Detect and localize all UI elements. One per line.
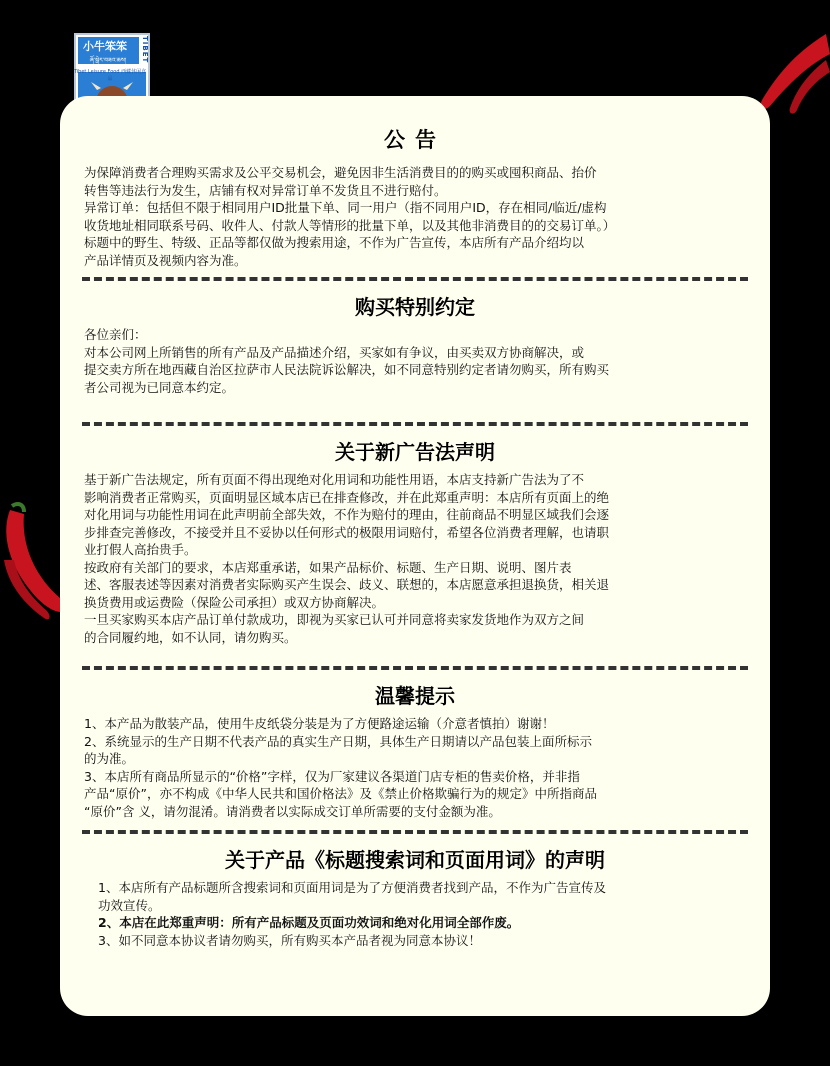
paragraph: 步排查完善修改，不接受并且不妥协以任何形式的极限用词赔付，希望各位消费者理解，也请职 — [84, 524, 610, 540]
paragraph: 2、系统显示的生产日期不代表产品的真实生产日期，具体生产日期请以产品包装上面所标示 — [84, 733, 592, 749]
paragraph: 影响消费者正常购买，页面明显区域本店已在排查修改，并在此郑重声明：本店所有页面上的绝 — [84, 489, 610, 505]
logo-tibetan-text: ཞོ་སྒེར་བཟའ་ཆས། — [89, 57, 127, 64]
section-title-friendly-tips: 温馨提示 — [375, 684, 455, 708]
paragraph: 对本公司网上所销售的所有产品及产品描述介绍，买家如有争议，由买卖双方协商解决，或 — [84, 344, 585, 360]
paragraph: 按政府有关部门的要求，本店郑重承诺，如果产品标价、标题、生产日期、说明、图片表 — [84, 559, 572, 575]
section-title-advertising-law: 关于新广告法声明 — [335, 440, 495, 464]
paragraph: 2、本店在此郑重声明：所有产品标题及页面功效词和绝对化用词全部作废。 — [98, 915, 520, 930]
paragraph: 标题中的野生、特级、正品等都仅做为搜索用途，不作为广告宣传，本店所有产品介绍均以 — [84, 235, 585, 250]
paragraph: 功效宣传。 — [98, 897, 161, 913]
paragraph: 产品“原价”，亦不构成《中华人民共和国价格法》及《禁止价格欺骗行为的规定》中所指商品 — [84, 786, 597, 801]
section-divider — [82, 277, 748, 281]
paragraph: 提交卖方所在地西藏自治区拉萨市人民法院诉讼解决，如不同意特别约定者请勿购买，所有购买 — [84, 362, 610, 377]
paragraph: 述、客服表述等因素对消费者实际购买产生误会、歧义、联想的，本店愿意承担退换货，相关退 — [84, 577, 610, 592]
section-title-keyword-statement: 关于产品《标题搜索词和页面用词》的声明 — [225, 848, 605, 872]
paragraph: 转售等违法行为发生，店铺有权对异常订单不发货且不进行赔付。 — [84, 182, 447, 198]
logo-side-text: TIBET — [141, 36, 149, 64]
section-divider — [82, 422, 748, 426]
paragraph: “原价”含 义，请勿混淆。请消费者以实际成交订单所需要的支付金额为准。 — [84, 803, 501, 819]
paragraph: 的为准。 — [84, 751, 135, 766]
paragraph: 3、如不同意本协议者请勿购买，所有购买本产品者视为同意本协议！ — [98, 932, 481, 948]
section-divider — [82, 666, 748, 670]
section-title-announcement: 公告 — [384, 128, 446, 152]
logo-brand-name: 小牛笨笨 — [83, 40, 127, 53]
paragraph: 3、本店所有商品所显示的“价格”字样，仅为厂家建议各渠道门店专柜的售卖价格，并非指 — [84, 768, 580, 784]
paragraph: 为保障消费者合理购买需求及公平交易机会，避免因非生活消费目的的购买或囤积商品、抬价 — [84, 165, 597, 180]
paragraph: 换货费用或运费险（保险公司承担）或双方协商解决。 — [84, 594, 385, 610]
paragraph: 异常订单：包括但不限于相同用户ID批量下单、同一用户（指不同用户ID，存在相同/临近/虚构 — [84, 200, 607, 215]
paragraph: 1、本店所有产品标题所含搜索词和页面用词是为了方便消费者找到产品，不作为广告宣传及 — [98, 880, 606, 895]
logo-tagline: Tibet Leisure Food 西藏休闲食品 — [73, 69, 147, 82]
paragraph: 业打假人高抬贵手。 — [84, 542, 197, 557]
paragraph: 产品详情页及视频内容为准。 — [84, 252, 247, 268]
paragraph: 对化用词与功能性用词在此声明前全部失效，不作为赔付的理由，往前商品不明显区域我们会逐 — [84, 507, 610, 522]
notice-card — [60, 96, 770, 1016]
paragraph: 的合同履约地，如不认同，请勿购买。 — [84, 629, 297, 645]
paragraph: 1、本产品为散装产品，使用牛皮纸袋分装是为了方便路途运输（介意者慎拍）谢谢！ — [84, 716, 555, 731]
paragraph: 者公司视为已同意本约定。 — [84, 379, 235, 395]
paragraph: 各位亲们： — [84, 327, 147, 342]
paragraph: 收货地址相同联系号码、收件人、付款人等情形的批量下单，以及其他非消费目的的交易订单。） — [84, 217, 616, 233]
paragraph: 一旦买家购买本店产品订单付款成功，即视为买家已认可并同意将卖家发货地作为双方之间 — [84, 612, 585, 627]
section-divider — [82, 830, 748, 834]
section-title-purchase-agreement: 购买特别约定 — [355, 295, 475, 319]
paragraph: 基于新广告法规定，所有页面不得出现绝对化用词和功能性用语，本店支持新广告法为了不 — [84, 472, 585, 487]
